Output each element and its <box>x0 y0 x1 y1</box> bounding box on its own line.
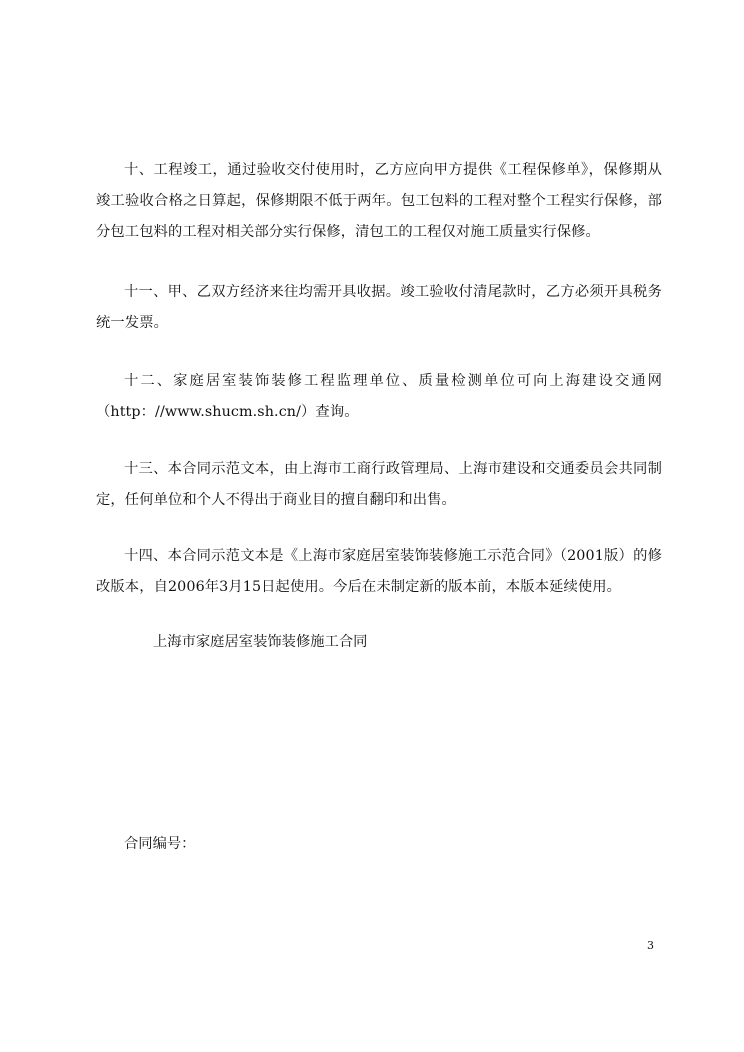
clause-11-paragraph: 十一、甲、乙双方经济来往均需开具收据。竣工验收付清尾款时，乙方必须开具税务统一发票。 <box>96 284 662 331</box>
page-number: 3 <box>647 939 654 952</box>
clause-13-paragraph: 十三、本合同示范文本，由上海市工商行政管理局、上海市建设和交通委员会共同制定，任何单位和个人不得出于商业目的擅自翻印和出售。 <box>96 461 662 508</box>
contract-title: 上海市家庭居室装饰装修施工合同 <box>153 634 368 650</box>
clause-10-paragraph: 十、工程竣工，通过验收交付使用时，乙方应向甲方提供《工程保修单》，保修期从竣工验收合格之日算起，保修期限不低于两年。包工包料的工程对整个工程实行保修，部分包工包料的工程对相关部分实行保修，清包工的工程仅对施工质量实行保修。 <box>96 162 662 240</box>
contract-number-label: 合同编号： <box>124 836 196 852</box>
clause-12-paragraph: 十二、家庭居室装饰装修工程监理单位、质量检测单位可向上海建设交通网（http：//www.shucm.sh.cn/）查询。 <box>96 373 662 420</box>
clause-14-paragraph: 十四、本合同示范文本是《上海市家庭居室装饰装修施工示范合同》（2001版）的修改版本，自2006年3月15日起使用。今后在未制定新的版本前，本版本延续使用。 <box>96 548 662 595</box>
